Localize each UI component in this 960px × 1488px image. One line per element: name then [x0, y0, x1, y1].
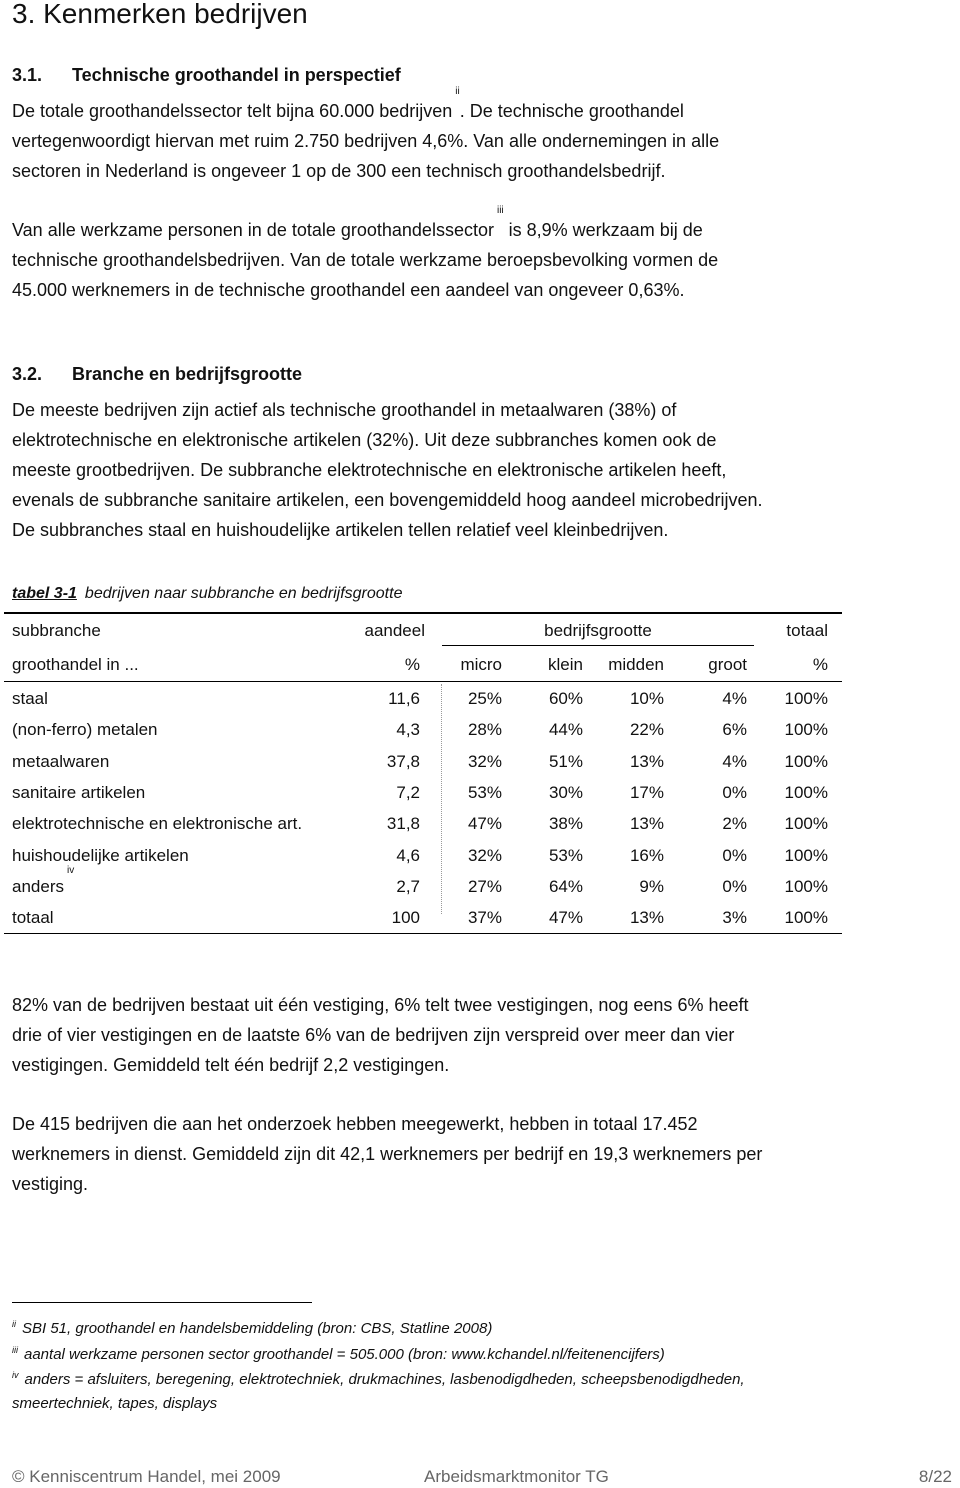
table-cell-micro: 25% — [467, 689, 502, 708]
paragraph — [12, 395, 852, 545]
text-line: De meeste bedrijven zijn actief als technische groothandel in metaalwaren (38%) of — [12, 400, 677, 420]
table-cell-klein: 47% — [548, 908, 583, 927]
paragraph — [12, 205, 852, 305]
table-cell-klein: 60% — [548, 689, 583, 708]
table-cell-klein: 38% — [548, 814, 583, 833]
text-line: technische groothandelsbedrijven. Van de totale werkzame beroepsbevolking vormen de — [12, 250, 719, 270]
footnote — [12, 1318, 492, 1341]
paragraph — [12, 1109, 852, 1199]
table-cell-name — [12, 781, 145, 805]
table-cell-name — [12, 812, 302, 836]
table-cell-klein: 51% — [548, 752, 583, 771]
row-label: elektrotechnische en elektronische art. — [12, 814, 303, 833]
footnote-ref[interactable]: ii — [455, 86, 460, 97]
table-cell-name — [12, 844, 189, 868]
header-groothandel: groothandel in ... — [12, 655, 139, 674]
table-cell-totaal: 100% — [784, 846, 828, 865]
table-cell-aandeel: 31,8 — [386, 814, 420, 833]
footer-copyright: © Kenniscentrum Handel, mei 2009 — [12, 1467, 281, 1486]
table-cell-aandeel: 11,6 — [388, 689, 420, 708]
row-label: totaal — [12, 908, 54, 927]
section-title: Technische groothandel in perspectief — [72, 65, 401, 85]
table-cell-aandeel: 100 — [391, 908, 420, 927]
header-klein: klein — [548, 655, 583, 674]
table-cell-groot: 3% — [722, 908, 747, 927]
text-line: elektrotechnische en elektronische artikelen (32%). Uit deze subbranches komen ook de — [12, 430, 717, 450]
table-cell-midden: 13% — [629, 752, 664, 771]
table-cell-micro: 37% — [467, 908, 502, 927]
table-cell-midden: 10% — [629, 689, 664, 708]
text-line: evenals de subbranche sanitaire artikelen, een bovengemiddeld hoog aandeel microbedrijven. — [12, 490, 763, 510]
table-cell-micro: 53% — [467, 783, 502, 802]
header-bedrijfsgrootte: bedrijfsgrootte — [544, 621, 652, 640]
table-cell-totaal: 100% — [784, 689, 828, 708]
table-cell-micro: 28% — [467, 720, 502, 739]
table-cell-groot: 0% — [722, 846, 747, 865]
section-number: 3.1. — [12, 65, 43, 85]
table-cell-midden: 22% — [629, 720, 664, 739]
footnote-text: aantal werkzame personen sector groothandel = 505.000 (bron: www.kchandel.nl/feitenencijfers) — [24, 1346, 665, 1363]
text-line: sectoren in Nederland is ongeveer 1 op de 300 een technisch groothandelsbedrijf. — [12, 161, 666, 181]
footer-title: Arbeidsmarktmonitor TG — [424, 1467, 609, 1486]
table-cell-groot: 0% — [722, 877, 747, 896]
table-caption-label: tabel 3-1 — [12, 585, 77, 602]
row-label: (non-ferro) metalen — [12, 720, 158, 739]
header-pct2: % — [812, 655, 828, 674]
table-cell-midden: 13% — [629, 814, 664, 833]
table-cell-micro: 32% — [467, 846, 502, 865]
text-line: 82% van de bedrijven bestaat uit één vestiging, 6% telt twee vestigingen, nog eens 6% heeft — [12, 995, 749, 1015]
footnote-rule — [12, 1302, 312, 1303]
table-caption-text: bedrijven naar subbranche en bedrijfsgrootte — [84, 585, 403, 602]
text-line: drie of vier vestigingen en de laatste 6% van de bedrijven zijn verspreid over meer dan vier — [12, 1025, 735, 1045]
footnote-marker: ii — [12, 1319, 16, 1329]
text-run: Van alle werkzame personen in de totale groothandelssector — [12, 220, 494, 240]
table-cell-totaal: 100% — [784, 877, 828, 896]
row-label: huishoudelijke artikelen — [12, 846, 189, 865]
table-cell-groot: 0% — [722, 783, 747, 802]
header-groot: groot — [708, 655, 747, 674]
table-cell-totaal: 100% — [784, 908, 828, 927]
row-label: sanitaire artikelen — [12, 783, 146, 802]
paragraph — [12, 86, 852, 186]
footnote-marker: iii — [12, 1345, 18, 1355]
table-cell-totaal: 100% — [784, 720, 828, 739]
header-totaal: totaal — [786, 621, 828, 640]
header-midden: midden — [608, 655, 664, 674]
footnote-text: smeertechniek, tapes, displays — [12, 1395, 218, 1412]
text-line: 45.000 werknemers in de technische groothandel een aandeel van ongeveer 0,63%. — [12, 280, 685, 300]
section-heading-3-2 — [12, 360, 302, 388]
section-heading-3-1 — [12, 61, 401, 89]
footnote — [12, 1369, 745, 1392]
table-cell-groot: 4% — [722, 689, 747, 708]
text-line: vertegenwoordigt hiervan met ruim 2.750 bedrijven 4,6%. Van alle ondernemingen in alle — [12, 131, 720, 151]
header-group-rule — [442, 645, 754, 646]
table-cell-midden: 16% — [629, 846, 664, 865]
row-label: staal — [12, 689, 48, 708]
footnote — [12, 1393, 217, 1415]
footnote-ref[interactable]: iii — [496, 205, 504, 216]
header-aandeel: aandeel — [364, 621, 425, 640]
table-bottom-rule — [4, 933, 842, 934]
table-cell-micro: 32% — [467, 752, 502, 771]
footnote-ref[interactable]: iv — [66, 865, 75, 876]
section-title: Branche en bedrijfsgrootte — [72, 364, 303, 384]
table-caption — [12, 582, 402, 606]
page-title: 3. Kenmerken bedrijven — [12, 0, 308, 29]
table-cell-micro: 47% — [467, 814, 502, 833]
footnote-marker: iv — [12, 1370, 19, 1380]
table-cell-name — [12, 906, 54, 930]
section-number: 3.2. — [12, 364, 43, 384]
text-line: vestiging. — [12, 1174, 89, 1194]
text-line: vestigingen. Gemiddeld telt één bedrijf 2,2 vestigingen. — [12, 1055, 450, 1075]
table-cell-aandeel: 2,7 — [396, 877, 420, 896]
table-cell-groot: 2% — [722, 814, 747, 833]
table-cell-totaal: 100% — [784, 814, 828, 833]
table-cell-midden: 13% — [629, 908, 664, 927]
text-line: De subbranches staal en huishoudelijke artikelen tellen relatief veel kleinbedrijven. — [12, 520, 669, 540]
text-line: De 415 bedrijven die aan het onderzoek hebben meegewerkt, hebben in totaal 17.452 — [12, 1114, 698, 1134]
table-cell-micro: 27% — [467, 877, 502, 896]
header-subbranche: subbranche — [12, 621, 101, 640]
table-cell-klein: 64% — [548, 877, 583, 896]
table-cell-klein: 30% — [548, 783, 583, 802]
table-top-rule — [4, 612, 842, 614]
text-run: De totale groothandelssector telt bijna 60.000 bedrijven — [12, 101, 453, 121]
text-line: meeste grootbedrijven. De subbranche elektrotechnische en elektronische artikelen heeft, — [12, 460, 727, 480]
text-run: is 8,9% werkzaam bij de — [503, 220, 703, 240]
table-cell-name — [12, 718, 158, 742]
footnote — [12, 1344, 665, 1367]
table-cell-name — [12, 687, 48, 711]
table-cell-totaal: 100% — [784, 752, 828, 771]
row-label: anders — [12, 877, 64, 896]
header-micro: micro — [460, 655, 502, 674]
header-bottom-rule — [4, 681, 842, 682]
text-line: werknemers in dienst. Gemiddeld zijn dit 42,1 werknemers per bedrijf en 19,3 werknemers per — [12, 1144, 763, 1164]
footer-page-number: 8/22 — [918, 1467, 952, 1486]
table-cell-totaal: 100% — [784, 783, 828, 802]
table-cell-klein: 44% — [548, 720, 583, 739]
table-cell-groot: 6% — [722, 720, 747, 739]
table-cell-name — [12, 865, 75, 899]
table-cell-aandeel: 37,8 — [386, 752, 420, 771]
table-cell-midden: 17% — [629, 783, 664, 802]
paragraph — [12, 990, 852, 1080]
text-run: . De technische groothandel — [459, 101, 684, 121]
table-cell-midden: 9% — [639, 877, 664, 896]
header-pct: % — [404, 655, 420, 674]
table-cell-name — [12, 750, 109, 774]
table-cell-klein: 53% — [548, 846, 583, 865]
table-cell-groot: 4% — [722, 752, 747, 771]
table-cell-aandeel: 4,3 — [396, 720, 420, 739]
footnote-text: anders = afsluiters, beregening, elektrotechniek, drukmachines, lasbenodigdheden, scheepsbenodigdheden, — [24, 1371, 745, 1388]
row-label: metaalwaren — [12, 752, 110, 771]
footnote-text: SBI 51, groothandel en handelsbemiddeling (bron: CBS, Statline 2008) — [22, 1320, 493, 1337]
table-cell-aandeel: 4,6 — [396, 846, 420, 865]
table-cell-aandeel: 7,2 — [396, 783, 420, 802]
